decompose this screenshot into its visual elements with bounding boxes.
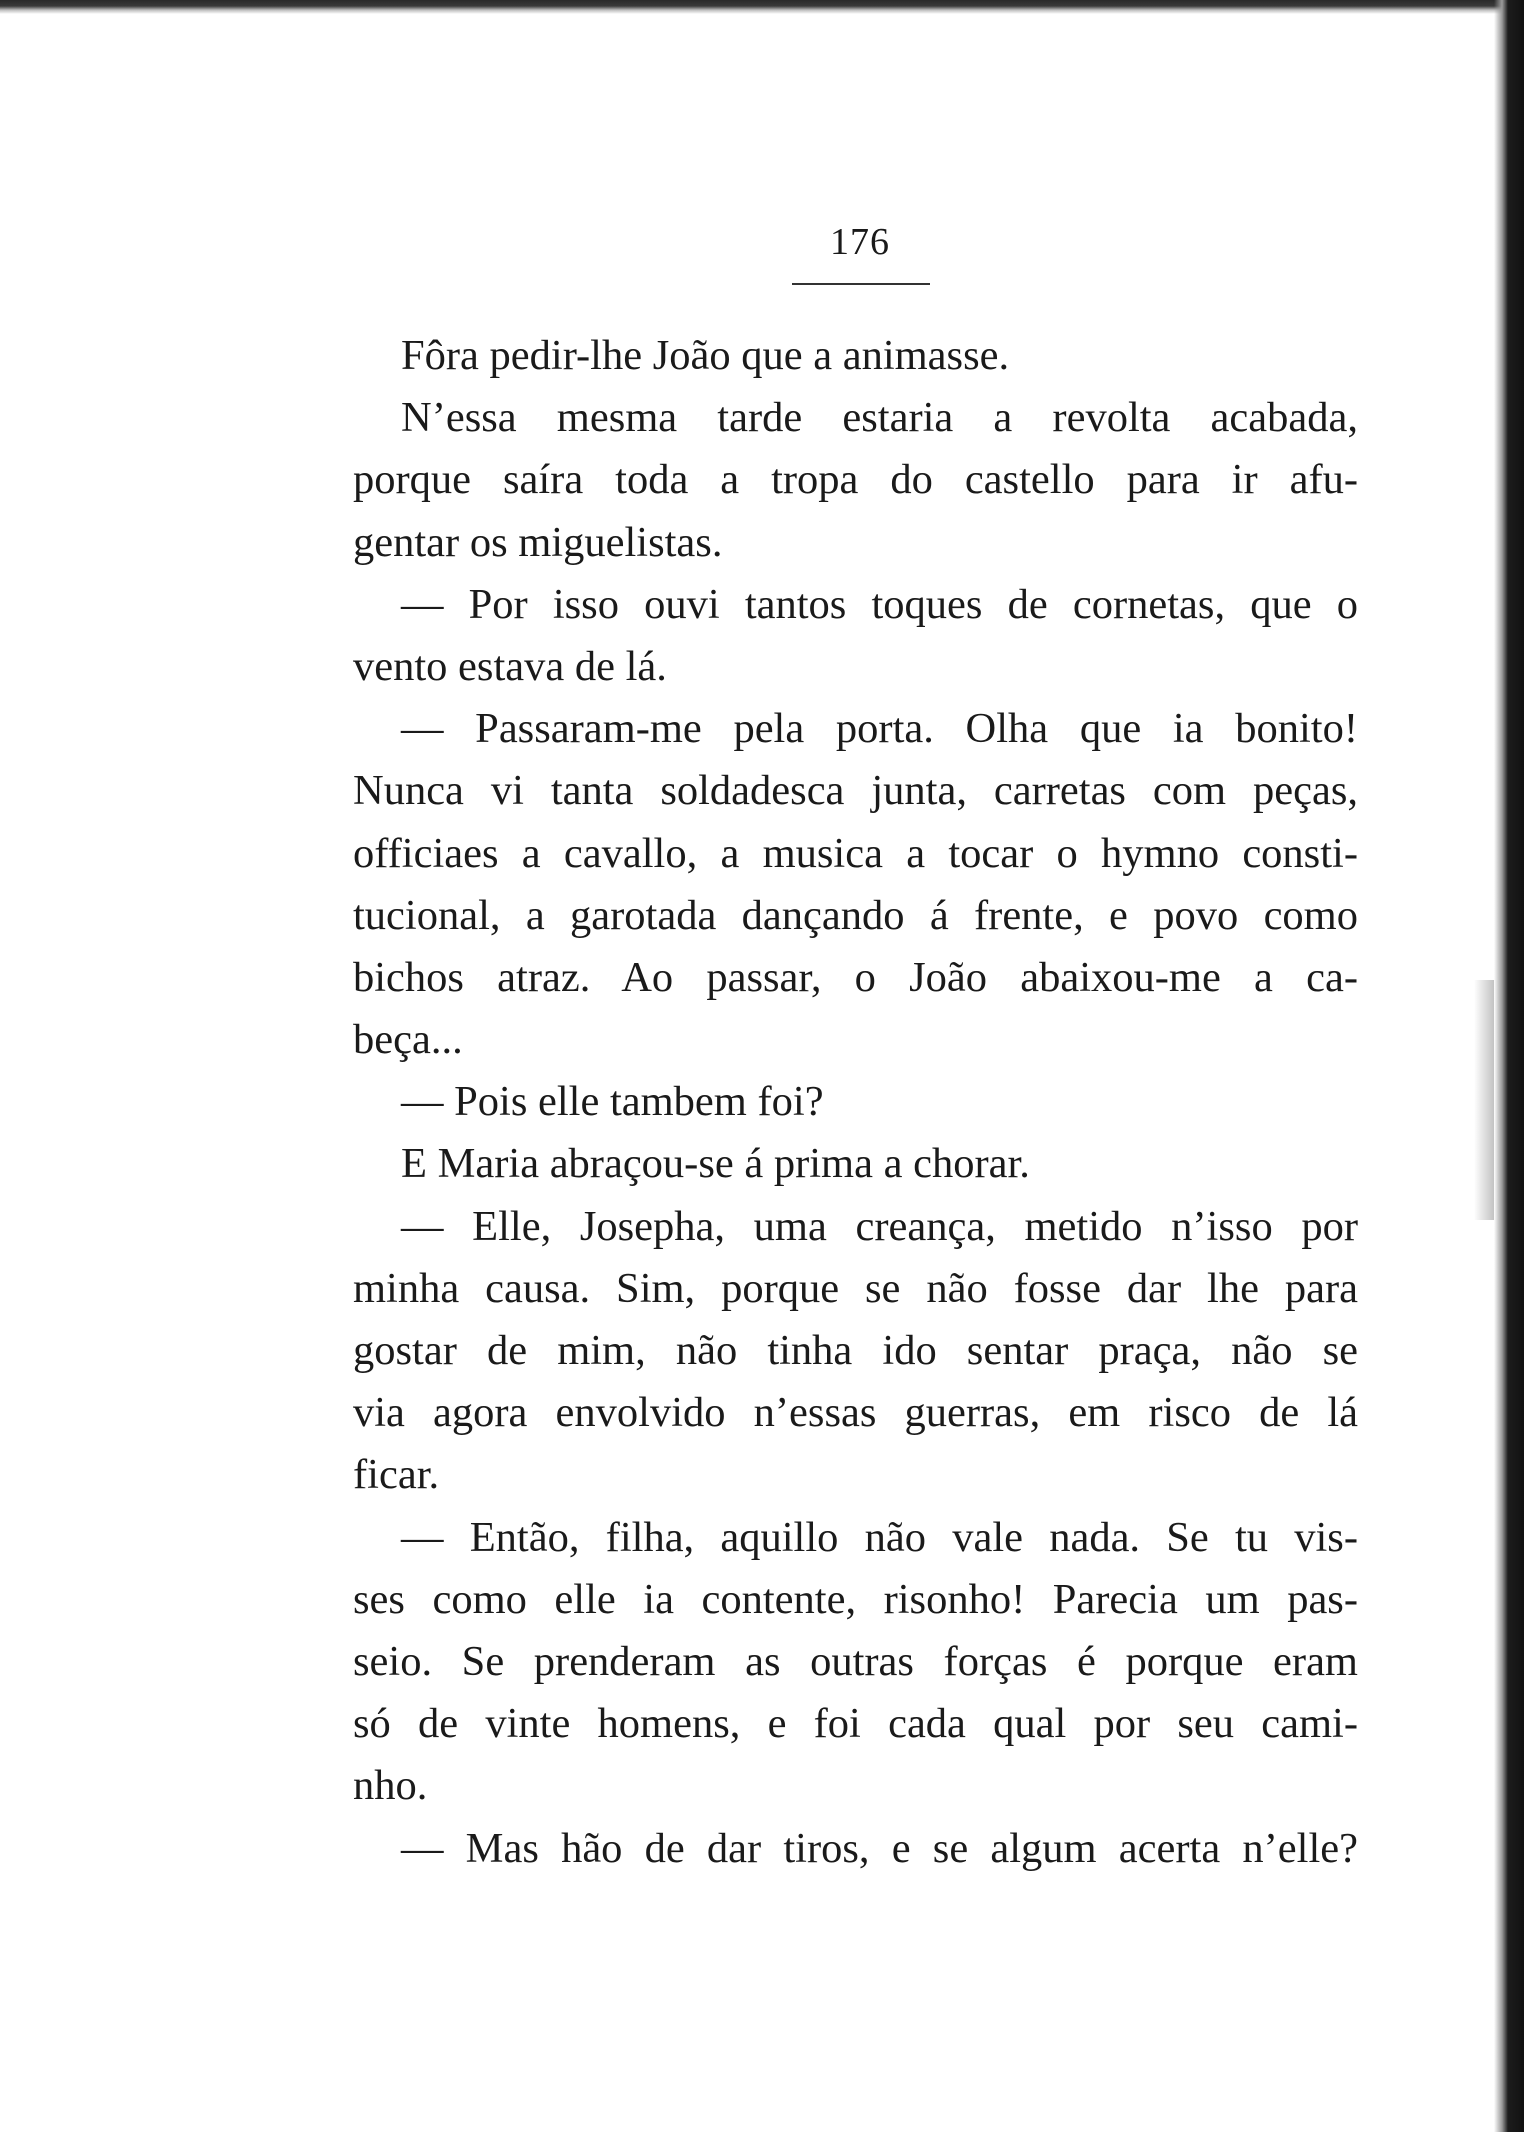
text-line: vento estava de lá.: [353, 642, 667, 690]
text-line: officiaes a cavallo, a musica a tocar o hymno consti-: [353, 829, 1358, 877]
text-line: porque saíra toda a tropa do castello para ir afu-: [353, 456, 1358, 504]
text-line: — Então, filha, aquillo não vale nada. Se tu vis-: [401, 1513, 1358, 1561]
text-line: — Mas hão de dar tiros, e se algum acerta n’elle?: [401, 1824, 1358, 1872]
text-line: nho.: [353, 1762, 428, 1810]
text-line: minha causa. Sim, porque se não fosse dar lhe para: [353, 1264, 1358, 1312]
body-text: [353, 325, 1358, 1880]
text-line: — Por isso ouvi tantos toques de cornetas, que o: [401, 580, 1358, 628]
text-line: só de vinte homens, e foi cada qual por seu cami-: [353, 1700, 1358, 1748]
text-line: N’essa mesma tarde estaria a revolta acabada,: [401, 394, 1358, 442]
text-line: via agora envolvido n’essas guerras, em risco de lá: [353, 1389, 1358, 1437]
text-line: gentar os miguelistas.: [353, 518, 723, 566]
text-line: bichos atraz. Ao passar, o João abaixou-me a ca-: [353, 953, 1358, 1001]
text-line: E Maria abraçou-se á prima a chorar.: [401, 1140, 1030, 1188]
text-line: — Pois elle tambem foi?: [401, 1078, 824, 1126]
text-line: tucional, a garotada dançando á frente, e povo como: [353, 891, 1358, 939]
page-number-rule: [792, 283, 930, 285]
text-line: — Passaram-me pela porta. Olha que ia bonito!: [401, 705, 1358, 753]
scan-right-edge: [1494, 0, 1524, 2132]
text-line: Nunca vi tanta soldadesca junta, carretas com peças,: [353, 767, 1358, 815]
text-line: Fôra pedir-lhe João que a animasse.: [401, 332, 1010, 379]
text-line: seio. Se prenderam as outras forças é porque eram: [353, 1637, 1358, 1685]
text-line: — Elle, Josepha, uma creança, metido n’isso por: [401, 1202, 1358, 1250]
text-line: gostar de mim, não tinha ido sentar praça, não se: [353, 1327, 1358, 1374]
text-line: ficar.: [353, 1451, 440, 1499]
scan-binding-shadow: [1474, 980, 1494, 1220]
text-line: ses como elle ia contente, risonho! Parecia um pas-: [353, 1575, 1358, 1623]
page-number: 176: [830, 221, 890, 263]
scan-top-edge: [0, 0, 1524, 14]
text-line: beça...: [353, 1016, 463, 1064]
